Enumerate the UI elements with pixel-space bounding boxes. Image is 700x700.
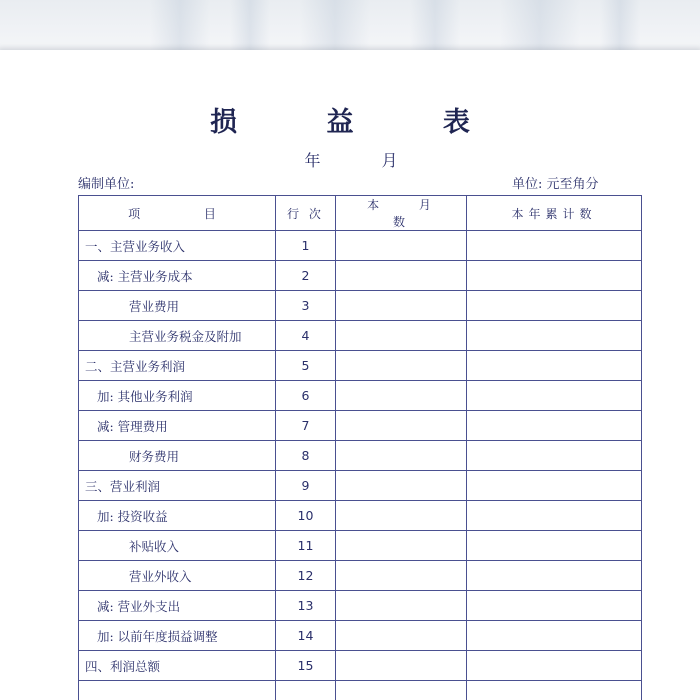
this-month-cell[interactable] <box>336 351 467 381</box>
row-label: 减: 营业外支出 <box>79 591 276 621</box>
row-label: 减: 主营业务成本 <box>79 261 276 291</box>
year-to-date-cell[interactable] <box>467 501 642 531</box>
this-month-cell[interactable] <box>336 561 467 591</box>
year-to-date-cell[interactable] <box>467 531 642 561</box>
row-label: 四、利润总额 <box>79 651 276 681</box>
row-label: 营业外收入 <box>79 561 276 591</box>
table-row <box>79 291 642 321</box>
row-number: 1 <box>276 231 336 261</box>
year-to-date-cell[interactable] <box>467 411 642 441</box>
this-month-cell[interactable] <box>336 621 467 651</box>
row-number: 12 <box>276 561 336 591</box>
row-number: 9 <box>276 471 336 501</box>
form-title: 损 益 表 <box>210 107 510 138</box>
this-month-cell[interactable] <box>336 591 467 621</box>
row-number: 7 <box>276 411 336 441</box>
row-label: 补贴收入 <box>79 531 276 561</box>
show-through-mark <box>230 0 270 50</box>
row-label: 加: 其他业务利润 <box>79 381 276 411</box>
this-month-cell[interactable] <box>336 321 467 351</box>
this-month-cell[interactable] <box>336 291 467 321</box>
row-number: 3 <box>276 291 336 321</box>
table-row <box>79 471 642 501</box>
header-item: 项 目 <box>79 196 276 231</box>
this-month-cell[interactable] <box>336 381 467 411</box>
year-to-date-cell[interactable] <box>467 561 642 591</box>
table-row <box>79 651 642 681</box>
row-label: 三、营业利润 <box>79 471 276 501</box>
year-to-date-cell[interactable] <box>467 231 642 261</box>
this-month-cell[interactable] <box>336 531 467 561</box>
year-to-date-cell[interactable] <box>467 291 642 321</box>
table-row <box>79 261 642 291</box>
row-number: 15 <box>276 651 336 681</box>
table-row <box>79 501 642 531</box>
year-to-date-cell[interactable] <box>467 471 642 501</box>
row-label: 减: 管理费用 <box>79 411 276 441</box>
show-through-mark <box>500 0 580 50</box>
row-number: 10 <box>276 501 336 531</box>
row-number: 14 <box>276 621 336 651</box>
row-number: 13 <box>276 591 336 621</box>
year-to-date-cell[interactable] <box>467 621 642 651</box>
this-month-cell[interactable] <box>336 261 467 291</box>
year-to-date-cell[interactable] <box>467 381 642 411</box>
year-to-date-cell[interactable] <box>467 261 642 291</box>
year-to-date-cell[interactable] <box>467 651 642 681</box>
table-row <box>79 561 642 591</box>
row-label: 二、主营业务利润 <box>79 351 276 381</box>
row-label: 营业费用 <box>79 291 276 321</box>
income-statement-table <box>78 195 642 700</box>
row-number: 5 <box>276 351 336 381</box>
table-row <box>79 411 642 441</box>
this-month-cell[interactable] <box>336 501 467 531</box>
this-month-cell[interactable] <box>336 681 467 700</box>
this-month-cell[interactable] <box>336 471 467 501</box>
row-number <box>276 681 336 700</box>
row-label: 主营业务税金及附加 <box>79 321 276 351</box>
row-number: 8 <box>276 441 336 471</box>
row-label: 加: 投资收益 <box>79 501 276 531</box>
row-number: 6 <box>276 381 336 411</box>
row-label: 财务费用 <box>79 441 276 471</box>
row-label: 加: 以前年度损益调整 <box>79 621 276 651</box>
row-number: 2 <box>276 261 336 291</box>
show-through-mark <box>600 0 640 50</box>
year-to-date-cell[interactable] <box>467 321 642 351</box>
currency-unit-label: 单位: 元至角分 <box>512 177 599 192</box>
table-row <box>79 621 642 651</box>
show-through-mark <box>150 0 210 50</box>
this-month-cell[interactable] <box>336 231 467 261</box>
year-to-date-cell[interactable] <box>467 681 642 700</box>
table-row <box>79 231 642 261</box>
header-this-month: 本 月 数 <box>336 196 467 231</box>
this-month-cell[interactable] <box>336 441 467 471</box>
row-label: 一、主营业务收入 <box>79 231 276 261</box>
year-to-date-cell[interactable] <box>467 591 642 621</box>
compiler-label: 编制单位: <box>78 177 135 192</box>
table-row <box>79 351 642 381</box>
table-row <box>79 381 642 411</box>
header-row-number: 行 次 <box>276 196 336 231</box>
row-number: 11 <box>276 531 336 561</box>
year-to-date-cell[interactable] <box>467 351 642 381</box>
form-period: 年 月 <box>304 151 426 170</box>
table-row <box>79 441 642 471</box>
this-month-cell[interactable] <box>336 651 467 681</box>
year-to-date-cell[interactable] <box>467 441 642 471</box>
show-through-mark <box>410 0 460 50</box>
table-row <box>79 591 642 621</box>
show-through-mark <box>300 0 370 50</box>
table-row <box>79 681 642 700</box>
table-row <box>79 531 642 561</box>
header-year-to-date: 本年累计数 <box>467 196 642 231</box>
this-month-cell[interactable] <box>336 411 467 441</box>
row-number: 4 <box>276 321 336 351</box>
header-row <box>79 196 642 231</box>
row-label <box>79 681 276 700</box>
table-row <box>79 321 642 351</box>
